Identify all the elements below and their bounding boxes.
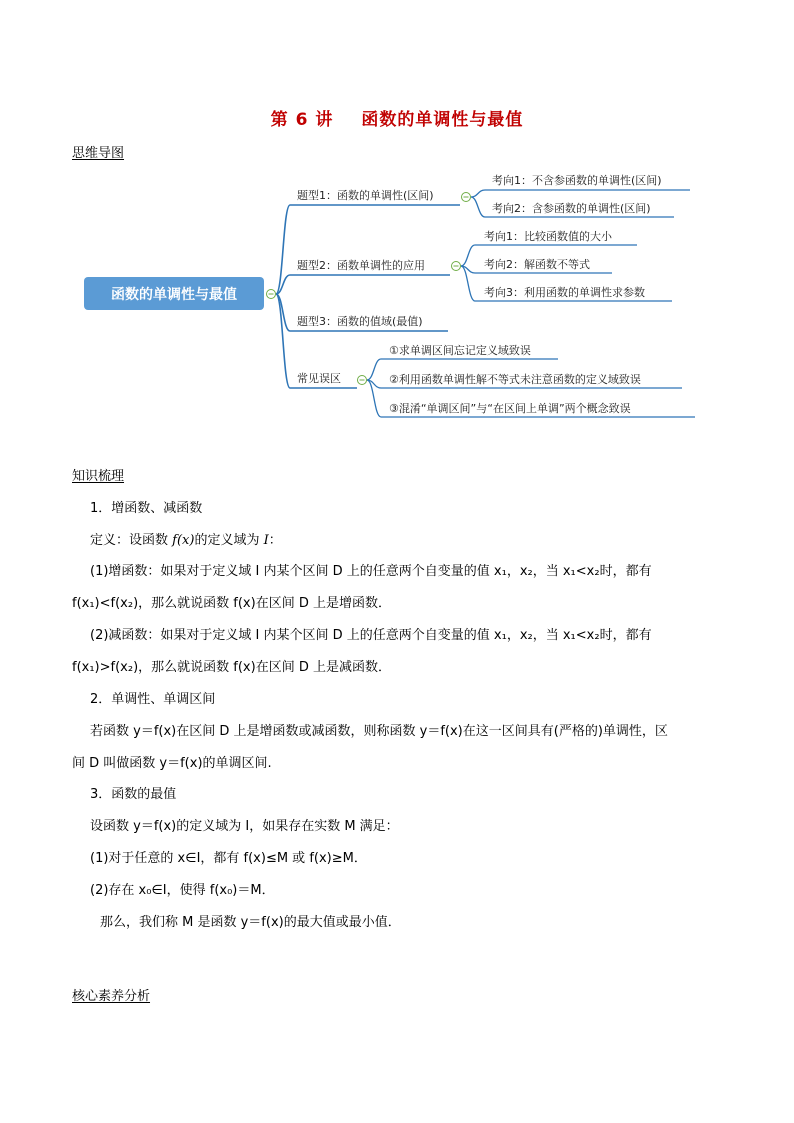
increasing-def-line1: (1)增函数：如果对于定义域 I 内某个区间 D 上的任意两个自变量的值 x₁，x₂，当 x₁<x₂时，都有 xyxy=(90,564,652,579)
leaf-label: 考向3：利用函数的单调性求参数 xyxy=(484,286,645,299)
page-title: 第 6 讲 函数的单调性与最值 xyxy=(270,110,524,130)
leaf-label: 考向1：比较函数值的大小 xyxy=(484,230,612,243)
monotonicity-line1: 若函数 y＝f(x)在区间 D 上是增函数或减函数，则称函数 y＝f(x)在这一区间具有(严格的)单调性，区 xyxy=(90,724,668,739)
mind-map xyxy=(0,0,794,440)
branch-label-3: 题型3：函数的值域(最值) xyxy=(297,315,423,328)
leaf-label: 考向1：不含参函数的单调性(区间) xyxy=(492,174,662,187)
extrema-line2: (1)对于任意的 x∈I，都有 f(x)≤M 或 f(x)≥M． xyxy=(90,851,367,866)
leaf-label: 考向2：解函数不等式 xyxy=(484,258,590,271)
section-mindmap-label: 思维导图 xyxy=(72,146,125,161)
heading-increasing-decreasing: 1．增函数、减函数 xyxy=(90,501,203,516)
section-knowledge-label: 知识梳理 xyxy=(72,469,125,484)
extrema-line4: 那么，我们称 M 是函数 y＝f(x)的最大值或最小值． xyxy=(100,915,401,930)
leaf-label: ②利用函数单调性解不等式未注意函数的定义域致误 xyxy=(389,373,641,386)
definition-line: 定义：设函数 f(x)的定义域为 I： xyxy=(90,533,282,548)
decreasing-def-line2: f(x₁)>f(x₂)，那么就说函数 f(x)在区间 D 上是减函数． xyxy=(72,660,391,675)
monotonicity-line2: 间 D 叫做函数 y＝f(x)的单调区间. xyxy=(72,756,272,771)
leaf-label: ③混淆“单调区间”与“在区间上单调”两个概念致误 xyxy=(389,402,631,415)
branch-label-4: 常见误区 xyxy=(297,372,341,385)
decreasing-def-line1: (2)减函数：如果对于定义域 I 内某个区间 D 上的任意两个自变量的值 x₁，x₂，当 x₁<x₂时，都有 xyxy=(90,628,652,643)
mindmap-root-label: 函数的单调性与最值 xyxy=(111,287,237,303)
heading-extrema: 3．函数的最值 xyxy=(90,787,177,802)
leaf-label: 考向2：含参函数的单调性(区间) xyxy=(492,202,651,215)
branch-label-1: 题型1：函数的单调性(区间) xyxy=(297,189,434,202)
extrema-line1: 设函数 y＝f(x)的定义域为 I，如果存在实数 M 满足： xyxy=(90,819,399,834)
increasing-def-line2: f(x₁)<f(x₂)，那么就说函数 f(x)在区间 D 上是增函数． xyxy=(72,596,391,611)
extrema-line3: (2)存在 x₀∈I，使得 f(x₀)＝M． xyxy=(90,883,275,898)
heading-monotonicity: 2．单调性、单调区间 xyxy=(90,692,216,707)
branch-label-2: 题型2：函数单调性的应用 xyxy=(297,259,425,272)
leaf-label: ①求单调区间忘记定义域致误 xyxy=(389,344,531,357)
section-core-label: 核心素养分析 xyxy=(72,989,151,1004)
